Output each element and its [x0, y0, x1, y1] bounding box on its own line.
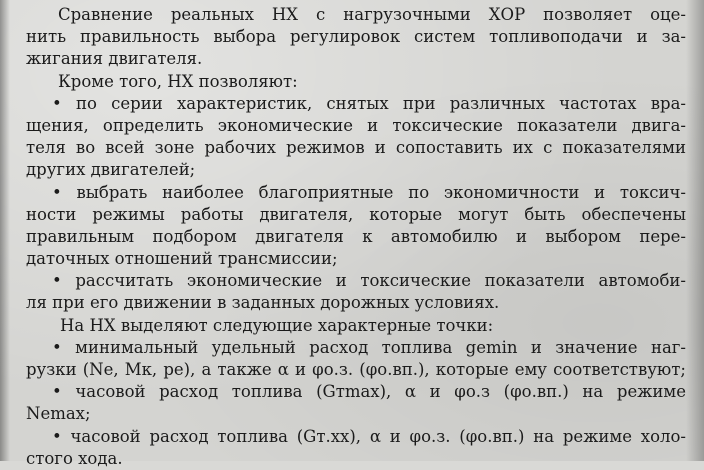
text-line: ля при его движении в заданных дорожных условиях.	[26, 293, 500, 313]
text-line: ности режимы работы двигателя, которые могут быть обеспечены	[26, 204, 686, 224]
text-line: щения, определить экономические и токсические показатели двига-	[26, 115, 686, 135]
text-line: На НХ выделяют следующие характерные точки:	[60, 315, 494, 335]
text-line: правильным подбором двигателя к автомобилю и выбором пере-	[26, 226, 686, 246]
text-line: нить правильность выбора регулировок систем топливоподачи и за-	[26, 27, 686, 47]
bullet-line: • по серии характеристик, снятых при различных частотах вра-	[52, 93, 686, 113]
text-line: даточных отношений трансмиссии;	[26, 249, 338, 269]
text-line: Сравнение реальных НХ с нагрузочными ХОР позволяет оце-	[58, 5, 686, 24]
bullet-line: • выбрать наиболее благоприятные по экономичности и токсич-	[52, 182, 686, 202]
bullet-line: • часовой расход топлива (Gтmax), α и φо.з (φо.вп.) на режиме	[52, 382, 686, 402]
bullet-line: • часовой расход топлива (Gт.хх), α и φо.з. (φо.вп.) на режиме холо-	[52, 426, 686, 446]
text-line: жигания двигателя.	[26, 49, 203, 69]
text-line: рузки (Ne, Mк, pe), а также α и φо.з. (φо.вп.), которые ему соответствуют;	[26, 360, 686, 379]
page-edge-shadow	[686, 0, 704, 461]
bullet-line: • минимальный удельный расход топлива gemin и значение наг-	[52, 337, 686, 357]
page-binding-shadow	[0, 0, 10, 461]
text-line: Nemax;	[26, 404, 91, 424]
text-line: других двигателей;	[26, 160, 196, 180]
text-line: стого хода.	[26, 448, 123, 468]
text-line: Кроме того, НХ позволяют:	[58, 71, 298, 91]
bullet-line: • рассчитать экономические и токсические показатели автомоби-	[52, 271, 686, 291]
text-line: теля во всей зоне рабочих режимов и сопоставить их с показателями	[26, 138, 686, 158]
document-body	[26, 0, 686, 470]
